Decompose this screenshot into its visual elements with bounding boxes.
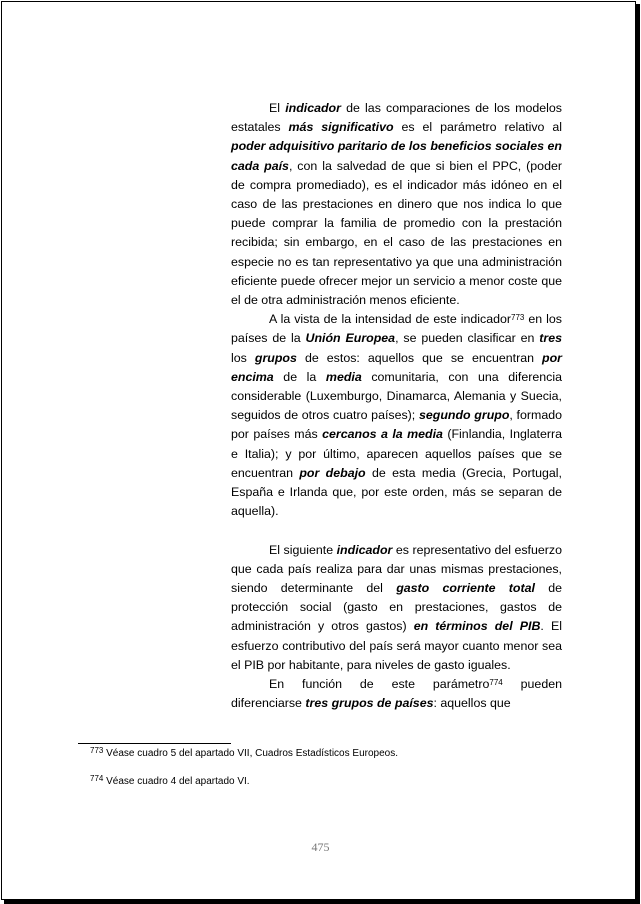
body-text bbox=[231, 99, 562, 713]
text-run: es el parámetro relativo al bbox=[393, 120, 562, 135]
paragraph-grupos-ue bbox=[231, 310, 562, 521]
text-run: : aquellos que bbox=[433, 696, 511, 711]
footnote-text: Véase cuadro 4 del apartado VI. bbox=[103, 776, 250, 787]
text-run: , formado por países más bbox=[231, 408, 563, 442]
footnote-text: Véase cuadro 5 del apartado VII, Cuadros Estadísticos Europeos. bbox=[103, 748, 398, 759]
emphasis: indicador bbox=[285, 101, 341, 115]
footnote-774 bbox=[90, 776, 250, 787]
paragraph-gasto-pib bbox=[231, 541, 562, 675]
text-run: de estos: aquellos que se encuentran bbox=[296, 350, 543, 365]
emphasis: indicador bbox=[336, 542, 393, 557]
text-run: de las comparaciones de los modelos estatales bbox=[231, 101, 562, 135]
text-run: , con la salvedad de que si bien el PPC, (poder de compra promediado), es el indicador más idóneo en el caso de las prestaciones en dinero que nos indica lo que puede comprar la familia de promedio con la prestación recibida; sin embargo, en el caso de las prestaciones en especie no es tan representativo ya que una administración eficiente puede ofrecer mejor un servicio a menor coste que el de otra administración menos eficiente. bbox=[231, 158, 562, 308]
emphasis: tres bbox=[539, 331, 562, 346]
emphasis: segundo grupo bbox=[418, 408, 510, 423]
text-run: , se pueden clasificar en bbox=[395, 331, 540, 346]
paragraph-tres-grupos bbox=[231, 675, 562, 713]
page-shadow-right bbox=[636, 4, 640, 903]
text-run: pueden diferenciarse bbox=[231, 677, 562, 711]
emphasis: media bbox=[325, 369, 362, 384]
page-shadow-bottom bbox=[4, 900, 640, 904]
footnote-ref[interactable]: 774 bbox=[489, 678, 503, 688]
emphasis: más significativo bbox=[288, 120, 394, 135]
text-run: comunitaria, con una diferencia considerable (Luxemburgo, Dinamarca, Alemania y Suecia, seguidos de otros cuatro países); bbox=[231, 369, 562, 423]
emphasis: por debajo bbox=[299, 465, 366, 480]
emphasis: Unión Europea bbox=[305, 331, 396, 346]
text-run: En función de este parámetro bbox=[269, 677, 490, 692]
emphasis: gasto corriente total bbox=[396, 581, 535, 596]
emphasis: grupos bbox=[254, 350, 297, 365]
page-number: 475 bbox=[311, 840, 330, 854]
text-run: de la bbox=[273, 369, 326, 384]
text-run: . El esfuerzo contributivo del país será mayor cuanto menor sea el PIB por habitante, para niveles de gasto iguales. bbox=[231, 619, 562, 672]
text-run: de protección social (gasto en prestaciones, gastos de administración y otros gastos) bbox=[231, 581, 563, 634]
emphasis: cercanos a la media bbox=[322, 427, 443, 442]
emphasis: tres grupos de países bbox=[305, 696, 434, 711]
emphasis: poder adquisitivo paritario de los beneficios sociales en cada país bbox=[231, 139, 562, 173]
text-run: en los países de la bbox=[231, 312, 562, 346]
emphasis: por encima bbox=[231, 350, 562, 384]
text-run: (Finlandia, Inglaterra e Italia); y por último, aparecen aquellos países que se encuentran bbox=[231, 427, 562, 480]
paragraph-indicador-ppc bbox=[231, 99, 562, 310]
footnote-773 bbox=[90, 748, 398, 759]
text-run: A la vista de la intensidad de este indicador bbox=[269, 312, 512, 327]
footnote-number: 774 bbox=[90, 774, 104, 783]
text-run: los bbox=[231, 350, 255, 365]
emphasis: en términos del PIB bbox=[413, 619, 541, 634]
text-run: es representativo del esfuerzo que cada país realiza para dar unas mismas prestaciones, siendo determinante del bbox=[231, 542, 562, 596]
text-run: El bbox=[269, 101, 286, 115]
footnote-separator bbox=[78, 743, 231, 744]
text-run: de esta media (Grecia, Portugal, España e Irlanda que, por este orden, más se separan de aquella). bbox=[231, 465, 562, 519]
footnote-number: 773 bbox=[90, 746, 104, 755]
footnote-ref[interactable]: 773 bbox=[511, 313, 525, 323]
text-run: El siguiente bbox=[269, 542, 337, 557]
